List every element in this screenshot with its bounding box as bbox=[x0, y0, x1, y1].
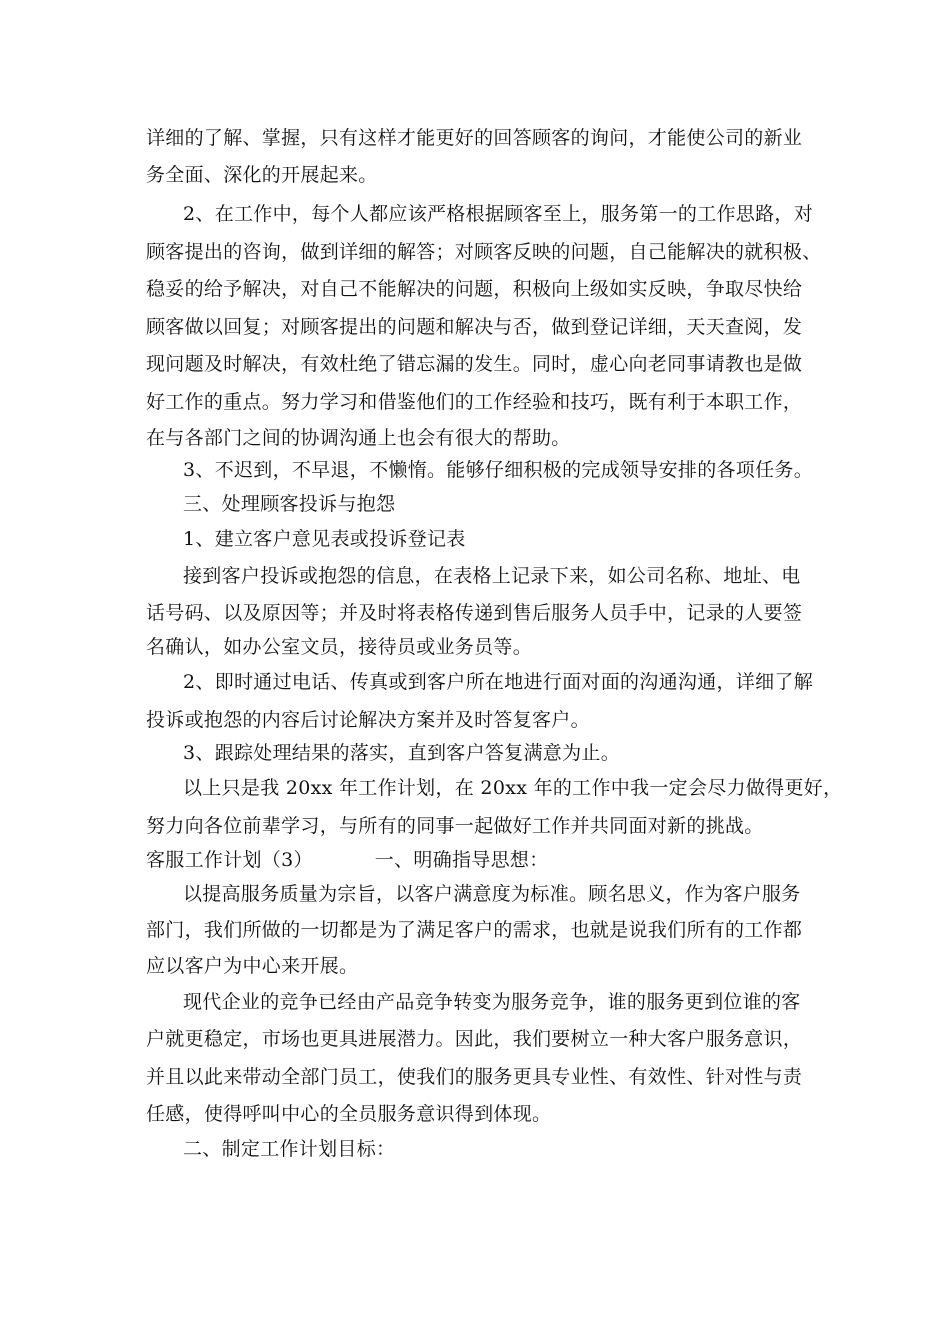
paragraph-line: 在与各部门之间的协调沟通上也会有很大的帮助。 bbox=[146, 427, 571, 449]
paragraph-line: 顾客做以回复；对顾客提出的问题和解决与否，做到登记详细，天天查阅，发 bbox=[146, 316, 803, 338]
paragraph-line: 顾客提出的咨询，做到详细的解答；对顾客反映的问题，自己能解决的就积极、 bbox=[146, 241, 822, 263]
paragraph-line: 名确认，如办公室文员，接待员或业务员等。 bbox=[146, 636, 533, 658]
section-heading: 二、制定工作计划目标： bbox=[183, 1138, 396, 1160]
paragraph-line: 部门，我们所做的一切都是为了满足客户的需求，也就是说我们所有的工作都 bbox=[146, 919, 803, 941]
section-heading: 一、明确指导思想： bbox=[374, 849, 549, 871]
section-heading: 三、处理顾客投诉与抱怨 bbox=[183, 493, 396, 515]
paragraph-line: 3、跟踪处理结果的落实，直到客户答复满意为止。 bbox=[183, 742, 620, 764]
paragraph-line: 稳妥的给予解决，对自己不能解决的问题，积极向上级如实反映，争取尽快给 bbox=[146, 278, 803, 300]
paragraph-line: 现代企业的竞争已经由产品竞争转变为服务竞争，谁的服务更到位谁的客 bbox=[183, 991, 801, 1013]
paragraph-line: 投诉或抱怨的内容后讨论解决方案并及时答复客户。 bbox=[146, 709, 590, 731]
plan-title: 客服工作计划（3） bbox=[146, 849, 313, 871]
paragraph-line: 3、不迟到，不早退，不懒惰。能够仔细积极的完成领导安排的各项任务。 bbox=[183, 459, 813, 481]
paragraph-line: 应以客户为中心来开展。 bbox=[146, 955, 359, 977]
paragraph-line: 2、即时通过电话、传真或到客户所在地进行面对面的沟通沟通，详细了解 bbox=[183, 671, 813, 693]
paragraph-line: 现问题及时解决，有效杜绝了错忘漏的发生。同时，虚心向老同事请教也是做 bbox=[146, 353, 803, 375]
paragraph-line: 务全面、深化的开展起来。 bbox=[146, 164, 378, 186]
paragraph-line: 话号码、以及原因等；并及时将表格传递到售后服务人员手中，记录的人要签 bbox=[146, 602, 803, 624]
plan-title-line bbox=[146, 848, 549, 872]
paragraph-line: 以上只是我 20xx 年工作计划，在 20xx 年的工作中我一定会尽力做得更好， bbox=[183, 777, 843, 799]
paragraph-line: 接到客户投诉或抱怨的信息，在表格上记录下来，如公司名称、地址、电 bbox=[183, 565, 801, 587]
paragraph-line: 2、在工作中，每个人都应该严格根据顾客至上，服务第一的工作思路，对 bbox=[183, 203, 813, 225]
paragraph-line: 并且以此来带动全部门员工，使我们的服务更具专业性、有效性、针对性与责 bbox=[146, 1066, 803, 1088]
paragraph-line: 努力向各位前辈学习，与所有的同事一起做好工作并共同面对新的挑战。 bbox=[146, 815, 764, 837]
paragraph-line: 任感，使得呼叫中心的全员服务意识得到体现。 bbox=[146, 1103, 552, 1125]
paragraph-line: 详细的了解、掌握，只有这样才能更好的回答顾客的询问，才能使公司的新业 bbox=[146, 127, 803, 149]
subsection-heading: 1、建立客户意见表或投诉登记表 bbox=[183, 528, 466, 550]
paragraph-line: 好工作的重点。努力学习和借鉴他们的工作经验和技巧，既有利于本职工作， bbox=[146, 391, 803, 413]
paragraph-line: 以提高服务质量为宗旨，以客户满意度为标准。顾名思义，作为客户服务 bbox=[183, 883, 801, 905]
paragraph-line: 户就更稳定，市场也更具进展潜力。因此，我们要树立一种大客户服务意识， bbox=[146, 1028, 803, 1050]
